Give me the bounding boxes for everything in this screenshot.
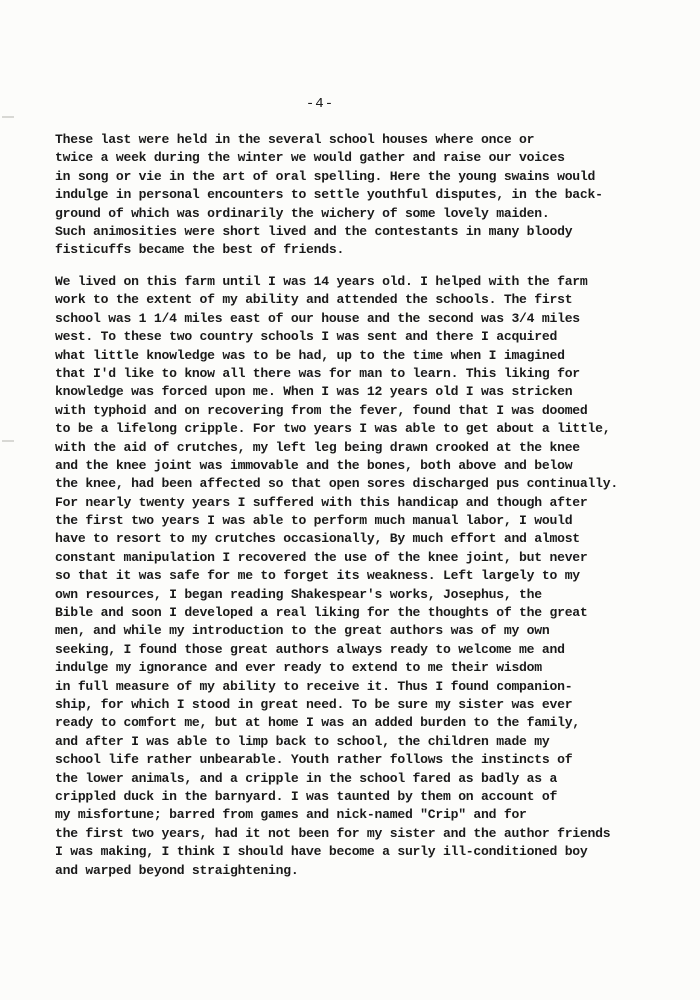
text-line: in song or vie in the art of oral spelling. Here the young swains would — [55, 168, 596, 184]
text-line: the knee, had been affected so that open sores discharged pus continually. — [55, 476, 618, 492]
text-line: and the knee joint was immovable and the bones, both above and below — [55, 457, 573, 473]
text-line: school life rather unbearable. Youth rather follows the instincts of — [55, 752, 573, 768]
margin-mark — [2, 116, 14, 118]
text-line: the first two years, had it not been for my sister and the author friends — [55, 825, 611, 841]
text-line: ground of which was ordinarily the wichery of some lovely maiden. — [55, 205, 550, 221]
text-line: what little knowledge was to be had, up to the time when I imagined — [55, 347, 565, 363]
text-line: We lived on this farm until I was 14 years old. I helped with the farm — [55, 274, 588, 289]
text-line: Bible and soon I developed a real liking for the thoughts of the great — [55, 605, 588, 621]
paragraph — [55, 131, 695, 260]
text-line: crippled duck in the barnyard. I was taunted by them on account of — [55, 788, 558, 804]
text-line: seeking, I found those great authors always ready to welcome me and — [55, 641, 565, 657]
text-line: constant manipulation I recovered the use of the knee joint, but never — [55, 549, 588, 565]
text-line: and warped beyond straightening. — [55, 862, 299, 878]
text-line: the first two years I was able to perform much manual labor, I would — [55, 513, 573, 529]
text-line: For nearly twenty years I suffered with this handicap and though after — [55, 494, 588, 510]
text-line: own resources, I began reading Shakespear's works, Josephus, the — [55, 586, 542, 602]
text-line: ship, for which I stood in great need. To be sure my sister was ever — [55, 696, 573, 712]
text-line: twice a week during the winter we would gather and raise our voices — [55, 150, 565, 166]
text-line: with typhoid and on recovering from the fever, found that I was doomed — [55, 402, 588, 418]
text-line: men, and while my introduction to the great authors was of my own — [55, 623, 550, 639]
text-line: to be a lifelong cripple. For two years I was able to get about a little, — [55, 421, 611, 437]
text-line: work to the extent of my ability and attended the schools. The first — [55, 292, 573, 308]
text-line: I was making, I think I should have become a surly ill-conditioned boy — [55, 844, 588, 860]
text-line: the lower animals, and a cripple in the school fared as badly as a — [55, 770, 558, 786]
text-line: my misfortune; barred from games and nick-named "Crip" and for — [55, 807, 527, 823]
text-line: with the aid of crutches, my left leg being drawn crooked at the knee — [55, 439, 580, 455]
text-line: that I'd like to know all there was for man to learn. This liking for — [55, 365, 580, 381]
text-line: indulge in personal encounters to settle youthful disputes, in the back- — [55, 187, 603, 203]
text-line: school was 1 1/4 miles east of our house and the second was 3/4 miles — [55, 310, 580, 326]
text-line: These last were held in the several school houses where once or — [55, 132, 535, 147]
text-line: have to resort to my crutches occasionally, By much effort and almost — [55, 531, 580, 547]
margin-mark — [2, 440, 14, 442]
page-number: -4- — [305, 96, 335, 112]
text-line: and after I was able to limp back to school, the children made my — [55, 733, 550, 749]
text-line: west. To these two country schools I was sent and there I acquired — [55, 329, 558, 345]
paragraph — [55, 273, 695, 880]
text-line: Such animosities were short lived and the contestants in many bloody — [55, 223, 573, 239]
text-line: in full measure of my ability to receive it. Thus I found companion- — [55, 678, 573, 694]
text-line: knowledge was forced upon me. When I was 12 years old I was stricken — [55, 384, 573, 400]
text-line: ready to comfort me, but at home I was an added burden to the family, — [55, 715, 580, 731]
text-line: so that it was safe for me to forget its weakness. Left largely to my — [55, 568, 580, 584]
text-line: indulge my ignorance and ever ready to extend to me their wisdom — [55, 660, 542, 676]
text-line: fisticuffs became the best of friends. — [55, 242, 345, 258]
